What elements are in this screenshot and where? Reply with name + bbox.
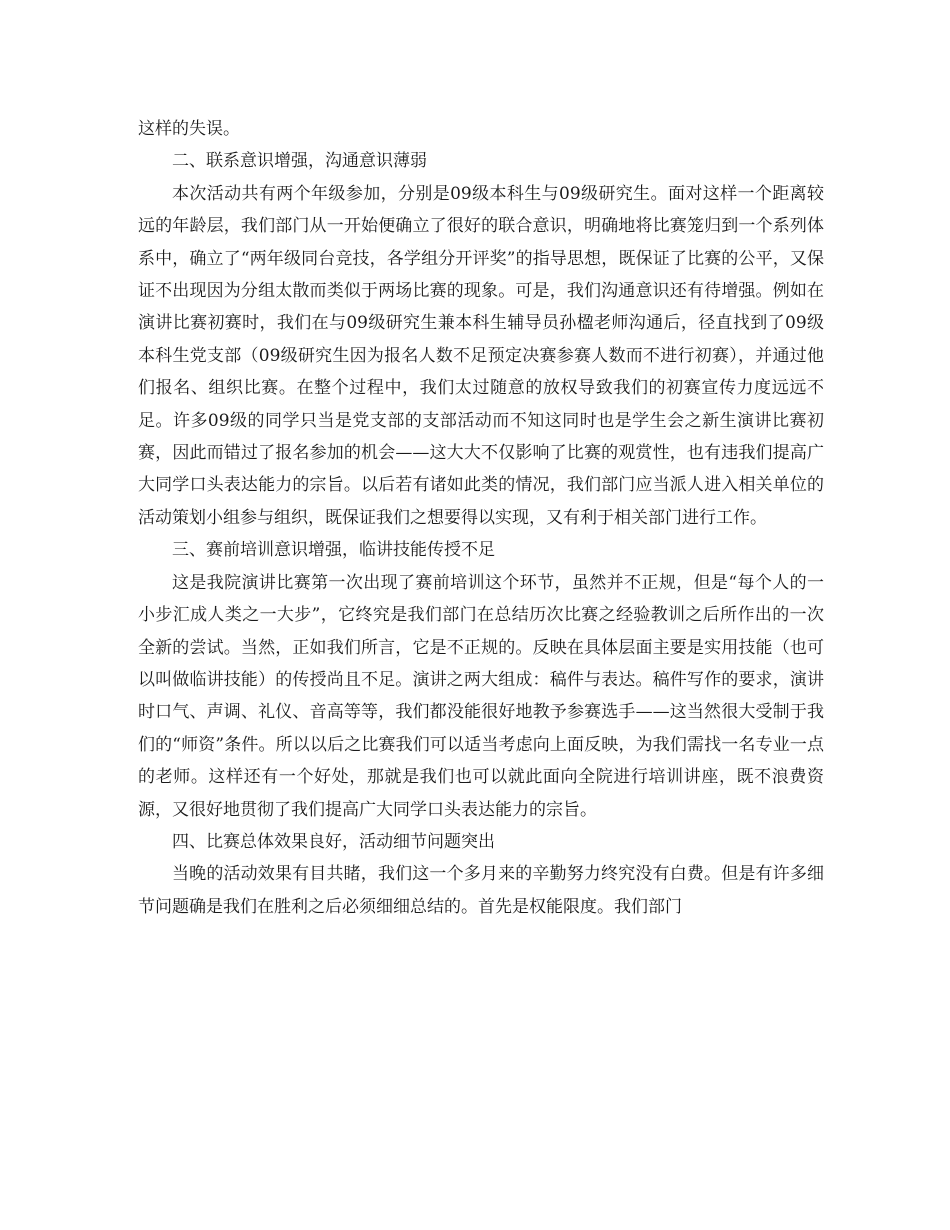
- document-body: [138, 113, 824, 923]
- section-heading-3: 三、赛前培训意识增强，临讲技能传授不足: [172, 540, 495, 561]
- paragraph-section-3: 这是我院演讲比赛第一次出现了赛前培训这个环节，虽然并不正规，但是“每个人的一小步汇成人类之一大步”，它终究是我们部门在总结历次比赛之经验教训之后所作出的一次全新的尝试。当然，正如我们所言，它是不正规的。反映在具体层面主要是实用技能（也可以叫做临讲技能）的传授尚且不足。演讲之两大组成：稿件与表达。稿件写作的要求，演讲时口气、声调、礼仪、音高等等，我们都没能很好地教予参赛选手——这当然很大受制于我们的“师资”条件。所以以后之比赛我们可以适当考虑向上面反映，为我们需找一名专业一点的老师。这样还有一个好处，那就是我们也可以就此面向全院进行培训讲座，既不浪费资源，又很好地贯彻了我们提高广大同学口头表达能力的宗旨。: [138, 572, 824, 820]
- paragraph-section-4: 当晚的活动效果有目共睹，我们这一个多月来的辛勤努力终究没有白费。但是有许多细节问题确是我们在胜利之后必须细细总结的。首先是权能限度。我们部门: [138, 864, 824, 917]
- section-heading-4: 四、比赛总体效果良好，活动细节问题突出: [172, 831, 495, 852]
- section-heading-2: 二、联系意识增强，沟通意识薄弱: [172, 151, 427, 172]
- paragraph-section-2: 本次活动共有两个年级参加，分别是09级本科生与09级研究生。面对这样一个距离较远的年龄层，我们部门从一开始便确立了很好的联合意识，明确地将比赛笼归到一个系列体系中，确立了“两年级同台竞技，各学组分开评奖”的指导思想，既保证了比赛的公平，又保证不出现因为分组太散而类似于两场比赛的现象。可是，我们沟通意识还有待增强。例如在演讲比赛初赛时，我们在与09级研究生兼本科生辅导员孙楹老师沟通后，径直找到了09级本科生党支部（09级研究生因为报名人数不足预定决赛参赛人数而不进行初赛），并通过他们报名、组织比赛。在整个过程中，我们太过随意的放权导致我们的初赛宣传力度远远不足。许多09级的同学只当是党支部的支部活动而不知这同时也是学生会之新生演讲比赛初赛，因此而错过了报名参加的机会——这大大不仅影响了比赛的观赏性，也有违我们提高广大同学口头表达能力的宗旨。以后若有诸如此类的情况，我们部门应当派人进入相关单位的活动策划小组参与组织，既保证我们之想要得以实现，又有利于相关部门进行工作。: [138, 183, 824, 528]
- paragraph-continuation: 这样的失误。: [138, 119, 240, 139]
